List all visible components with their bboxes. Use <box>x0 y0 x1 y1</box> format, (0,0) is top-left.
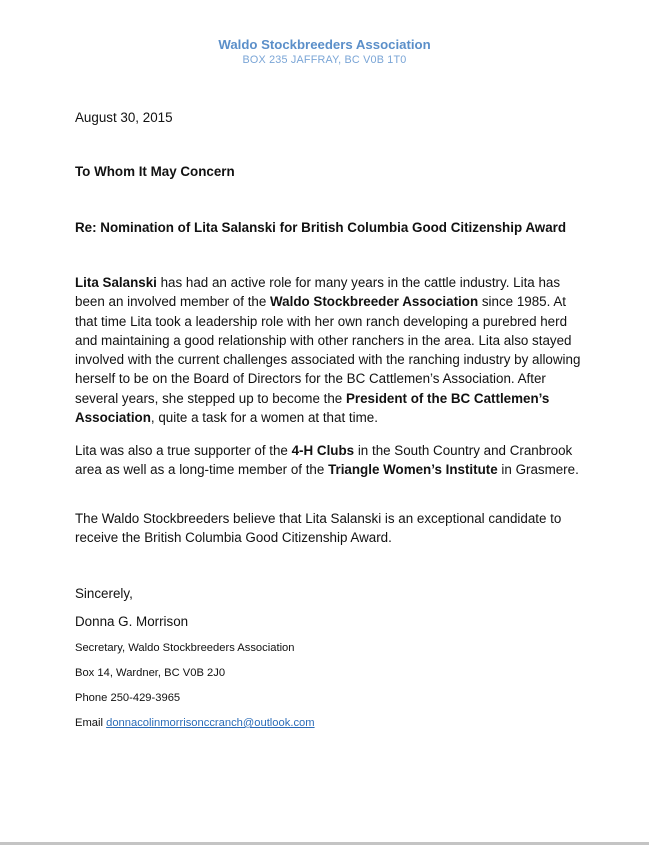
organization-name: Waldo Stockbreeders Association <box>218 37 431 52</box>
body-text: in the South Country and Cranbrook area as well as a long-time member of the <box>75 443 573 478</box>
email-line <box>75 716 315 731</box>
phone-number: 250-429-3965 <box>110 692 181 704</box>
bold-text: Triangle Women’s Institute <box>328 462 498 478</box>
email-link[interactable]: donnacolinmorrisonccranch@outlook.com <box>106 717 315 729</box>
letterhead <box>0 37 649 67</box>
body-text: has had an active role for many years in the cattle industry. Lita has been an involved member of the <box>75 275 561 310</box>
letter-date: August 30, 2015 <box>75 110 173 125</box>
closing: Sincerely, <box>75 586 133 601</box>
salutation: To Whom It May Concern <box>75 164 235 179</box>
organization-address: BOX 235 JAFFRAY, BC V0B 1T0 <box>242 54 407 66</box>
bold-text: Lita Salanski <box>75 275 157 290</box>
signer-title: Secretary, Waldo Stockbreeders Association <box>75 642 295 654</box>
phone-label: Phone <box>75 692 108 704</box>
body-text: in Grasmere. <box>497 462 579 478</box>
bold-text: Waldo Stockbreeder Association <box>270 294 479 310</box>
body-text: since 1985. At that time Lita took a leadership role with her own ranch developing a purebred herd and maintaining a good relationship with other ranchers in the area. Lita also stayed involved with the current challenges associated with the ranching industry by allowing herself to be on the Board of Directors for the BC Cattlemen’s Association. After several years, she stepped up to become the <box>75 294 581 406</box>
body-paragraph-1 <box>75 273 585 427</box>
body-paragraph-3: The Waldo Stockbreeders believe that Lita Salanski is an exceptional candidate to receive the British Columbia Good Citizenship Award. <box>75 511 562 546</box>
body-text: , quite a task for a women at that time. <box>150 410 378 426</box>
signer-address: Box 14, Wardner, BC V0B 2J0 <box>75 667 226 679</box>
email-label: Email <box>75 717 103 729</box>
bold-text: 4-H Clubs <box>291 443 355 458</box>
bold-text: President of the BC Cattlemen’s Association <box>75 390 550 426</box>
signer-name: Donna G. Morrison <box>75 614 189 629</box>
body-paragraph-2 <box>75 441 585 480</box>
subject-line: Re: Nomination of Lita Salanski for British Columbia Good Citizenship Award <box>75 220 567 235</box>
body-text: Lita was also a true supporter of the <box>75 443 292 458</box>
phone-line <box>75 691 180 706</box>
